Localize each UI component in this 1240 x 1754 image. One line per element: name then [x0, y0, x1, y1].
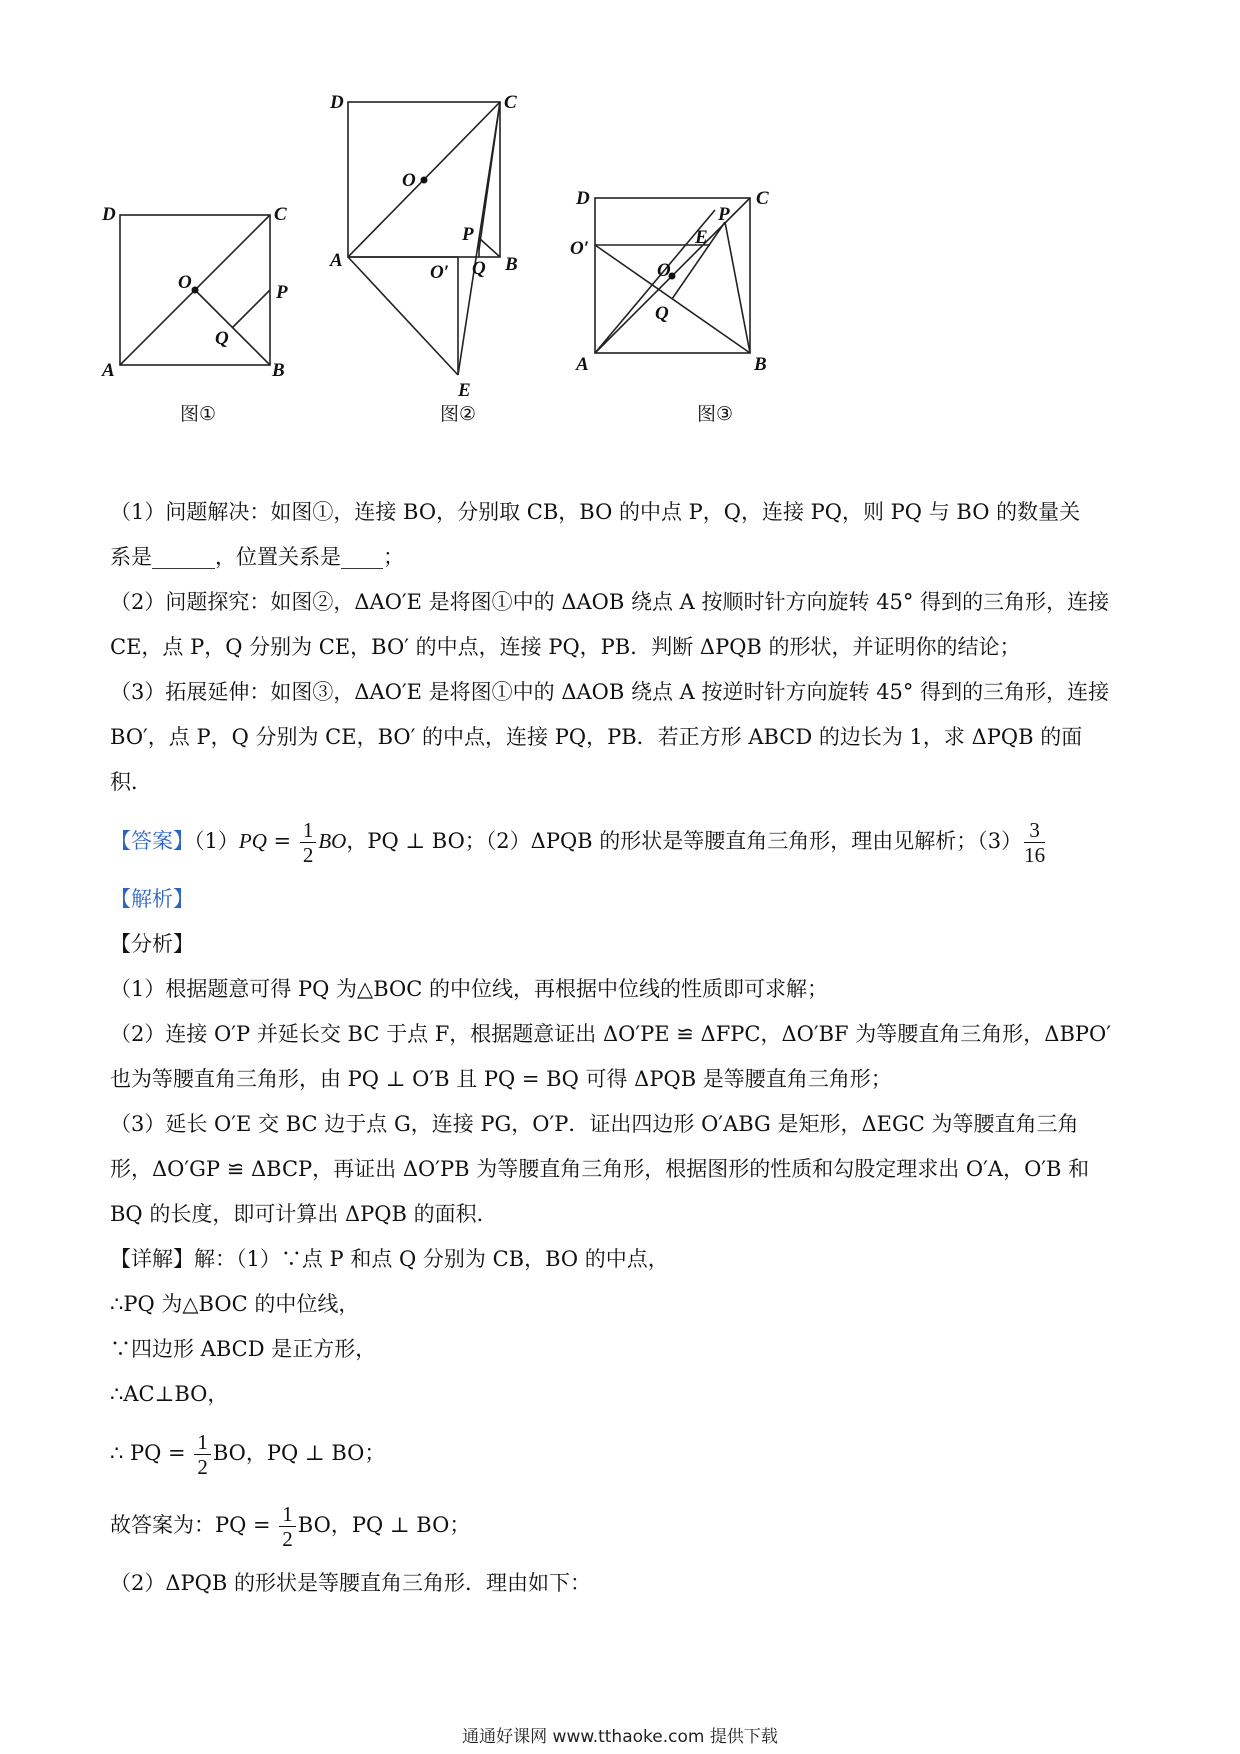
fig1-label-c: C	[274, 204, 287, 225]
fig2-label-a: A	[330, 250, 343, 271]
fig2-label-oprime: O′	[430, 262, 450, 283]
detail-formula-2	[110, 1489, 1130, 1561]
fig3-caption: 图③	[697, 403, 734, 425]
detail-formula-1-lead: ∴ PQ =	[110, 1441, 193, 1465]
answer-part-1: （1）	[194, 829, 239, 853]
detail-formula-1	[110, 1417, 1130, 1489]
analysis-tag: 【解析】	[110, 887, 194, 911]
geometry-figures	[100, 90, 1140, 490]
fig2-label-c: C	[504, 92, 517, 113]
analysis-line-4: （3）延长 O′E 交 BC 边于点 G，连接 PG，O′P．证出四边形 O′ABG 是矩形，ΔEGC 为等腰直角三角	[110, 1112, 1079, 1136]
answer-area-den: 16	[1024, 843, 1046, 867]
analysis-subtag: 【分析】	[110, 932, 194, 956]
fig1-segment-pq	[232, 290, 270, 328]
question-line-2: 系是______，位置关系是____；	[110, 545, 404, 569]
fig2-segment-cp	[479, 102, 500, 250]
fig1-caption: 图①	[180, 403, 217, 425]
fig3-label-q: Q	[655, 303, 669, 324]
fig2-label-e: E	[458, 380, 471, 401]
fig3-label-b: B	[754, 354, 767, 375]
fig1-point-o	[192, 287, 199, 294]
detail-line-2: ∴PQ 为△BOC 的中位线，	[110, 1292, 360, 1316]
fig3-label-oprime: O′	[570, 238, 590, 259]
answer-bo: BO	[318, 829, 347, 853]
fig2-label-d: D	[330, 92, 344, 113]
answer-tag: 【答案】	[110, 829, 194, 853]
question-line-4: CE，点 P，Q 分别为 CE，BO′ 的中点，连接 PQ，PB．判断 ΔPQB 的形状，并证明你的结论；	[110, 635, 1021, 659]
question-line-6: BO′，点 P，Q 分别为 CE，BO′ 的中点，连接 PQ，PB．若正方形 ABCD 的边长为 1，求 ΔPQB 的面	[110, 725, 1083, 749]
fig1-label-b: B	[272, 360, 285, 381]
problem-text	[110, 490, 1130, 1606]
answer-part-2: ，PQ ⊥ BO；（2）ΔPQB 的形状是等腰直角三角形，理由见解析；（3）	[346, 829, 1023, 853]
detail-formula-2-lead: 故答案为：PQ =	[110, 1513, 278, 1537]
analysis-line-1: （1）根据题意可得 PQ 为△BOC 的中位线，再根据中位线的性质即可求解；	[110, 977, 828, 1001]
detail-formula-1-den: 2	[197, 1455, 208, 1479]
fig1-label-q: Q	[215, 328, 229, 349]
fig2-label-p: P	[462, 224, 474, 245]
figure-row	[100, 90, 1140, 490]
detail-formula-2-fraction	[279, 1502, 296, 1551]
fig3-label-d: D	[576, 188, 590, 209]
fig2-label-o: O	[402, 170, 416, 191]
answer-area-num: 3	[1024, 818, 1045, 843]
figure-3	[570, 188, 769, 425]
fig3-label-c: C	[756, 188, 769, 209]
detail-formula-1-fraction	[194, 1430, 211, 1479]
question-line-1: （1）问题解决：如图①，连接 BO，分别取 CB，BO 的中点 P，Q，连接 PQ，则 PQ 与 BO 的数量关	[110, 500, 1081, 524]
answer-fraction-half	[300, 818, 317, 867]
answer-fraction-num: 1	[300, 818, 317, 843]
fig1-label-d: D	[102, 204, 116, 225]
analysis-line-5: 形，ΔO′GP ≌ ΔBCP，再证出 ΔO′PB 为等腰直角三角形，根据图形的性质和勾股定理求出 O′A，O′B 和	[110, 1157, 1090, 1181]
fig1-label-a: A	[102, 360, 115, 381]
figure-1	[101, 204, 288, 425]
detail-line-3: ∵四边形 ABCD 是正方形，	[110, 1337, 377, 1361]
answer-line	[110, 805, 1130, 877]
page-footer: 通通好课网 www.tthaoke.com 提供下载	[462, 1727, 778, 1747]
question-line-5: （3）拓展延伸：如图③，ΔAO′E 是将图①中的 ΔAOB 绕点 A 按逆时针方向旋转 45° 得到的三角形，连接	[110, 680, 1110, 704]
detail-formula-2-num: 1	[279, 1502, 296, 1527]
fig3-label-p: P	[718, 204, 730, 225]
analysis-line-6: BQ 的长度，即可计算出 ΔPQB 的面积．	[110, 1202, 498, 1226]
fig3-label-a: A	[576, 354, 589, 375]
analysis-line-2: （2）连接 O′P 并延长交 BC 于点 F，根据题意证出 ΔO′PE ≌ ΔFPC，ΔO′BF 为等腰直角三角形，ΔBPO′	[110, 1022, 1112, 1046]
fig2-label-q: Q	[472, 258, 486, 279]
analysis-line-3: 也为等腰直角三角形，由 PQ ⊥ O′B 且 PQ = BQ 可得 ΔPQB 是等腰直角三角形；	[110, 1067, 892, 1091]
answer-fraction-den: 2	[302, 843, 314, 867]
fig3-segment-pb	[725, 222, 750, 353]
detail-formula-1-num: 1	[194, 1430, 211, 1455]
question-line-3: （2）问题探究：如图②，ΔAO′E 是将图①中的 ΔAOB 绕点 A 按顺时针方向旋转 45° 得到的三角形，连接	[110, 590, 1110, 614]
answer-eq: =	[266, 829, 298, 853]
fig2-label-b: B	[505, 254, 518, 275]
question-line-7: 积．	[110, 770, 152, 794]
detail-formula-2-tail: BO，PQ ⊥ BO；	[297, 1513, 471, 1537]
fig2-segment-pb	[479, 238, 500, 257]
detail-line-1: 【详解】解：（1）∵点 P 和点 Q 分别为 CB，BO 的中点，	[110, 1247, 669, 1271]
fig3-label-o: O	[657, 260, 671, 281]
answer-pq: PQ	[238, 829, 267, 853]
detail-line-5: （2）ΔPQB 的形状是等腰直角三角形．理由如下：	[110, 1571, 591, 1595]
fig1-label-o: O	[178, 272, 192, 293]
answer-fraction-area	[1024, 818, 1045, 867]
fig3-label-e: E	[695, 227, 708, 248]
fig1-label-p: P	[276, 282, 288, 303]
detail-line-4: ∴AC⊥BO，	[110, 1382, 229, 1406]
fig2-caption: 图②	[440, 403, 477, 425]
fig2-point-o	[421, 177, 428, 184]
detail-formula-2-den: 2	[282, 1527, 293, 1551]
detail-formula-1-tail: BO，PQ ⊥ BO；	[212, 1441, 386, 1465]
figure-2	[329, 92, 518, 425]
